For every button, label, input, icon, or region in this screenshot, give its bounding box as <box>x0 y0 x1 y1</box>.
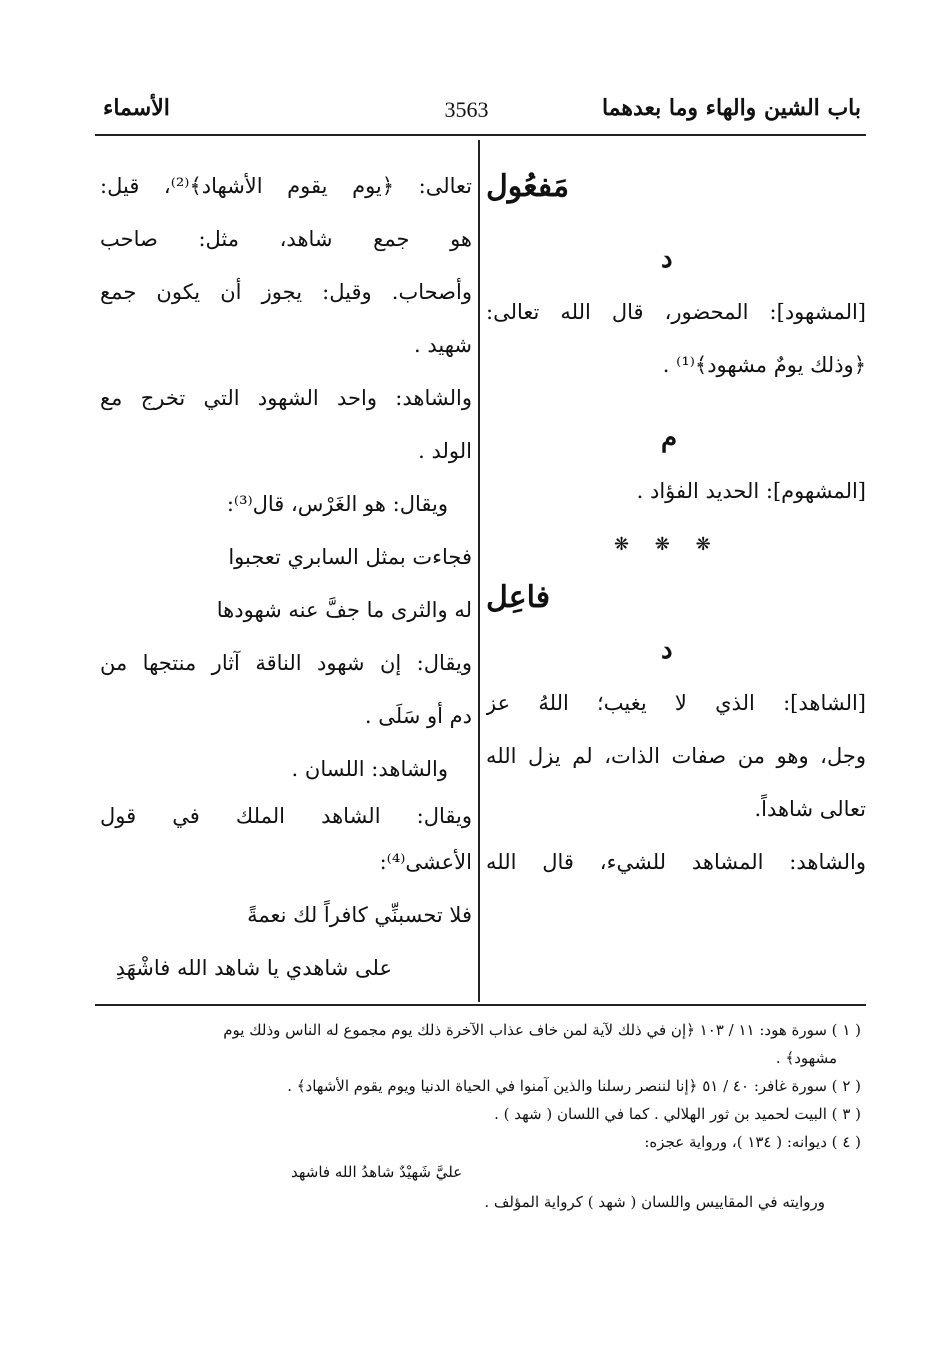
text-line-7: ويقال: هو الغَرْس، قال⁽³⁾: <box>226 492 448 516</box>
letter-heading-dal: د <box>661 244 673 274</box>
text-line-1: تعالى: ﴿يوم يقوم الأشهاد﴾⁽²⁾، قيل: <box>100 174 472 198</box>
verse-2-first-hemistich: فلا تحسبنِّي كافراً لك نعمةً <box>247 903 472 927</box>
footnote-4-line-1: ( ٤ ) ديوانه: ( ١٣٤ )، ورواية عجزه: <box>644 1133 861 1151</box>
entry-mashhud-line-2: ﴿وذلك يومٌ مشهود﴾⁽¹⁾ . <box>662 353 866 377</box>
text-line-3: وأصحاب. وقيل: يجوز أن يكون جمع <box>100 280 472 304</box>
text-line-10: والشاهد: اللسان . <box>291 757 448 781</box>
page-number: 3563 <box>444 97 489 122</box>
chapter-title: باب الشين والهاء وما بعدهما <box>601 95 861 121</box>
text-line-4: شهيد . <box>414 333 472 357</box>
column-divider <box>478 140 480 1002</box>
entry-shahid-line-2: وجل، وهو من صفات الذات، لم يزل الله <box>486 744 866 768</box>
text-line-8: ويقال: إن شهود الناقة آثار منتجها من <box>100 651 472 675</box>
section-separator: ❋ ❋ ❋ <box>614 534 711 555</box>
entry-shahid-line-1: [الشاهد]: الذي لا يغيب؛ اللهُ عز <box>486 691 866 715</box>
verse-2-second-hemistich: على شاهدي يا شاهد الله فاشْهَدِ <box>115 956 392 980</box>
footnote-1-line-1: ( ١ ) سورة هود: ١١ / ١٠٣ ﴿إن في ذلك لآية لمن خاف عذاب الآخرة ذلك يوم مجموع له الناس وذلك يوم <box>223 1021 861 1039</box>
text-line-12: الأعشى⁽⁴⁾: <box>379 850 472 874</box>
letter-heading-mim: م <box>661 423 678 453</box>
footnote-2: ( ٢ ) سورة غافر: ٤٠ / ٥١ ﴿إنا لننصر رسلنا والذين آمنوا في الحياة الدنيا ويوم يقوم الأشهاد﴾ . <box>287 1077 861 1095</box>
header-rule <box>95 134 866 136</box>
text-line-6: الولد . <box>418 439 472 463</box>
footnotes <box>91 1016 861 1216</box>
entry-shahid-line-3: تعالى شاهداً. <box>754 797 866 821</box>
left-column <box>100 160 472 995</box>
entry-shahid2-line: والشاهد: المشاهد للشيء، قال الله <box>486 850 866 874</box>
footnote-rule <box>95 1004 866 1006</box>
pattern-heading-fail: فاعِل <box>486 580 551 615</box>
verse-1-first-hemistich: فجاءت بمثل السابري تعجبوا <box>228 545 472 569</box>
text-line-9: دم أو سَلَى . <box>364 704 472 728</box>
footnote-4-line-3: وروايته في المقاييس واللسان ( شهد ) كرواية المؤلف . <box>484 1193 825 1211</box>
footnote-4-verse: عليَّ شَهيْدٌ شاهدُ الله فاشهد <box>291 1163 463 1181</box>
text-line-11: ويقال: الشاهد الملك في قول <box>100 804 472 828</box>
section-label: الأسماء <box>103 95 170 121</box>
text-line-2: هو جمع شاهد، مثل: صاحب <box>100 227 472 251</box>
letter-heading-dal-2: د <box>661 635 673 665</box>
footnote-3: ( ٣ ) البيت لحميد بن ثور الهلالي . كما في اللسان ( شهد ) . <box>494 1105 861 1123</box>
text-line-5: والشاهد: واحد الشهود التي تخرج مع <box>100 386 472 410</box>
entry-mashhum: [المشهوم]: الحديد الفؤاد . <box>636 479 866 503</box>
verse-1-second-hemistich: له والثرى ما جفَّ عنه شهودها <box>216 598 472 622</box>
entry-mashhud-line-1: [المشهود]: المحضور، قال الله تعالى: <box>486 300 866 324</box>
right-column <box>486 160 866 889</box>
pattern-heading-mafool: مَفعُول <box>486 169 570 204</box>
footnote-1-line-2: مشهود﴾ . <box>775 1049 837 1067</box>
